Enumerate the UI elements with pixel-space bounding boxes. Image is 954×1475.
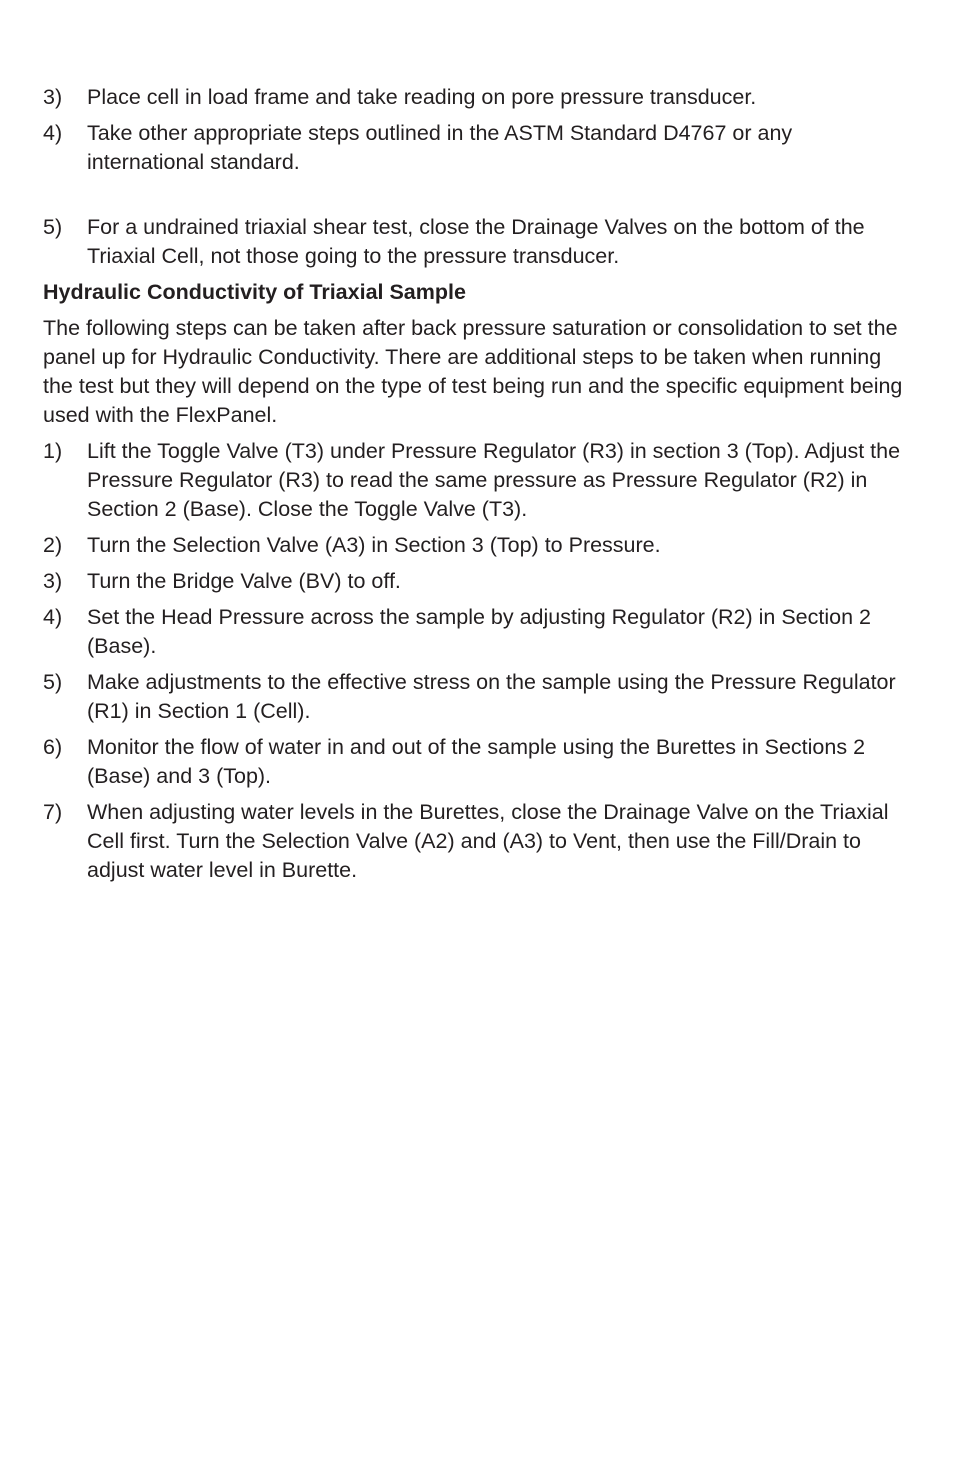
step-item [43,798,913,885]
list-item [43,83,913,112]
step-item [43,733,913,791]
section-intro: The following steps can be taken after back pressure saturation or consolidation to set the panel up for Hydraulic Conductivity. There are additional steps to be taken when running the test but they will depend on the type of test being run and the specific equipment being used with the FlexPanel. [43,316,903,427]
list-text: Take other appropriate steps outlined in the ASTM Standard D4767 or any international standard. [87,121,793,174]
list-number: 4) [43,121,63,145]
step-number: 1) [43,439,63,463]
step-number: 3) [43,569,63,593]
step-number: 2) [43,533,63,557]
step-number: 7) [43,800,63,824]
step-number: 6) [43,735,63,759]
page-content [43,83,913,892]
step-text: When adjusting water levels in the Burettes, close the Drainage Valve on the Triaxial Cell first. Turn the Selection Valve (A2) and (A3) to Vent, then use the Fill/Drain to adjust water level in Burette. [87,800,889,882]
step-text: Lift the Toggle Valve (T3) under Pressure Regulator (R3) in section 3 (Top). Adjust the Pressure Regulator (R3) to read the same pressure as Pressure Regulator (R2) in Section 2 (Base). Close the Toggle Valve (T3). [87,439,901,521]
list-item [43,119,913,177]
list-number: 3) [43,85,63,109]
step-item [43,603,913,661]
step-item [43,531,913,560]
list-text: Place cell in load frame and take reading on pore pressure transducer. [87,85,757,109]
list-item [43,213,913,271]
step-item [43,567,913,596]
list-number: 5) [43,215,63,239]
step-item [43,437,913,524]
step-number: 5) [43,670,63,694]
step-number: 4) [43,605,63,629]
list-text: For a undrained triaxial shear test, close the Drainage Valves on the bottom of the Triaxial Cell, not those going to the pressure transducer. [87,215,865,268]
step-text: Set the Head Pressure across the sample by adjusting Regulator (R2) in Section 2 (Base). [87,605,871,658]
section-heading: Hydraulic Conductivity of Triaxial Sample [43,280,466,304]
step-text: Turn the Selection Valve (A3) in Section 3 (Top) to Pressure. [87,533,661,557]
step-text: Make adjustments to the effective stress on the sample using the Pressure Regulator (R1) in Section 1 (Cell). [87,670,896,723]
step-text: Turn the Bridge Valve (BV) to off. [87,569,401,593]
step-item [43,668,913,726]
step-text: Monitor the flow of water in and out of the sample using the Burettes in Sections 2 (Base) and 3 (Top). [87,735,866,788]
